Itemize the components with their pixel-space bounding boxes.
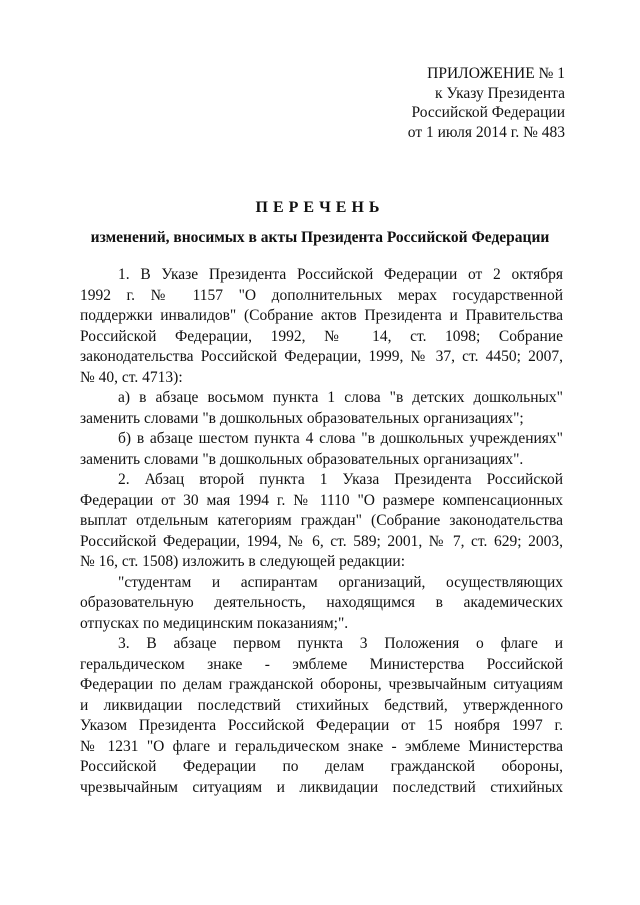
body-line: № 40, ст. 4713): <box>80 368 183 386</box>
body-line: 1. В Указе Президента Российской Федерации от 2 октября <box>118 266 563 283</box>
body-line: 2. Абзац второй пункта 1 Указа Президента Российской <box>118 471 563 488</box>
appendix-reference: к Указу Президента <box>435 84 565 102</box>
body-line: б) в абзаце шестом пункта 4 слова "в дошкольных учреждениях" <box>118 430 563 447</box>
body-line: Указом Президента Российской Федерации от 15 ноября 1997 г. <box>80 717 563 734</box>
body-line: Федерации по делам гражданской обороны, чрезвычайным ситуациям <box>80 676 563 693</box>
body-line: Федерации от 30 мая 1994 г. № 1110 "О размере компенсационных <box>80 491 563 509</box>
body-line: № 1231 "О флаге и геральдическом знаке - эмблеме Министерства <box>80 737 563 755</box>
body-line: образовательную деятельность, находящимся в академических <box>80 594 563 611</box>
body-line: Российской Федерации по делам гражданской обороны, <box>80 758 563 775</box>
body-line: заменить словами "в дошкольных образовательных организациях". <box>80 450 524 468</box>
appendix-title: ПРИЛОЖЕНИЕ № 1 <box>427 65 565 82</box>
appendix-header <box>408 64 565 142</box>
body-line: выплат отдельным категориям граждан" (Собрание законодательства <box>80 512 563 529</box>
body-line: заменить словами "в дошкольных образовательных организациях"; <box>80 409 524 427</box>
appendix-date-number: от 1 июля 2014 г. № 483 <box>407 123 565 141</box>
body-line: отпусках по медицинским показаниям;". <box>80 614 349 632</box>
appendix-issuer: Российской Федерации <box>411 104 565 121</box>
document-title: ПЕРЕЧЕНЬ <box>255 199 385 216</box>
body-line: 1992 г. № 1157 "О дополнительных мерах государственной <box>80 286 563 304</box>
body-line: геральдическом знаке - эмблеме Министерства Российской <box>80 655 563 673</box>
body-line: 3. В абзаце первом пункта 3 Положения о флаге и <box>118 635 563 652</box>
body-line: законодательства Российской Федерации, 1999, № 37, ст. 4450; 2007, <box>80 348 563 365</box>
document-body <box>80 265 563 798</box>
body-line: Российской Федерации, 1994, № 6, ст. 589; 2001, № 7, ст. 629; 2003, <box>80 532 563 550</box>
body-line: поддержки инвалидов" (Собрание актов Президента и Правительства <box>80 307 563 324</box>
body-line: "студентам и аспирантам организаций, осуществляющих <box>118 573 563 591</box>
body-line: а) в абзаце восьмом пункта 1 слова "в детских дошкольных" <box>118 389 563 406</box>
body-line: чрезвычайным ситуациям и ликвидации последствий стихийных <box>80 778 563 796</box>
body-line: № 16, ст. 1508) изложить в следующей редакции: <box>80 553 406 570</box>
body-line: Российской Федерации, 1992, № 14, ст. 1098; Собрание <box>80 327 563 345</box>
body-line: и ликвидации последствий стихийных бедствий, утвержденного <box>80 696 563 714</box>
document-subtitle: изменений, вносимых в акты Президента Российской Федерации <box>90 229 550 246</box>
